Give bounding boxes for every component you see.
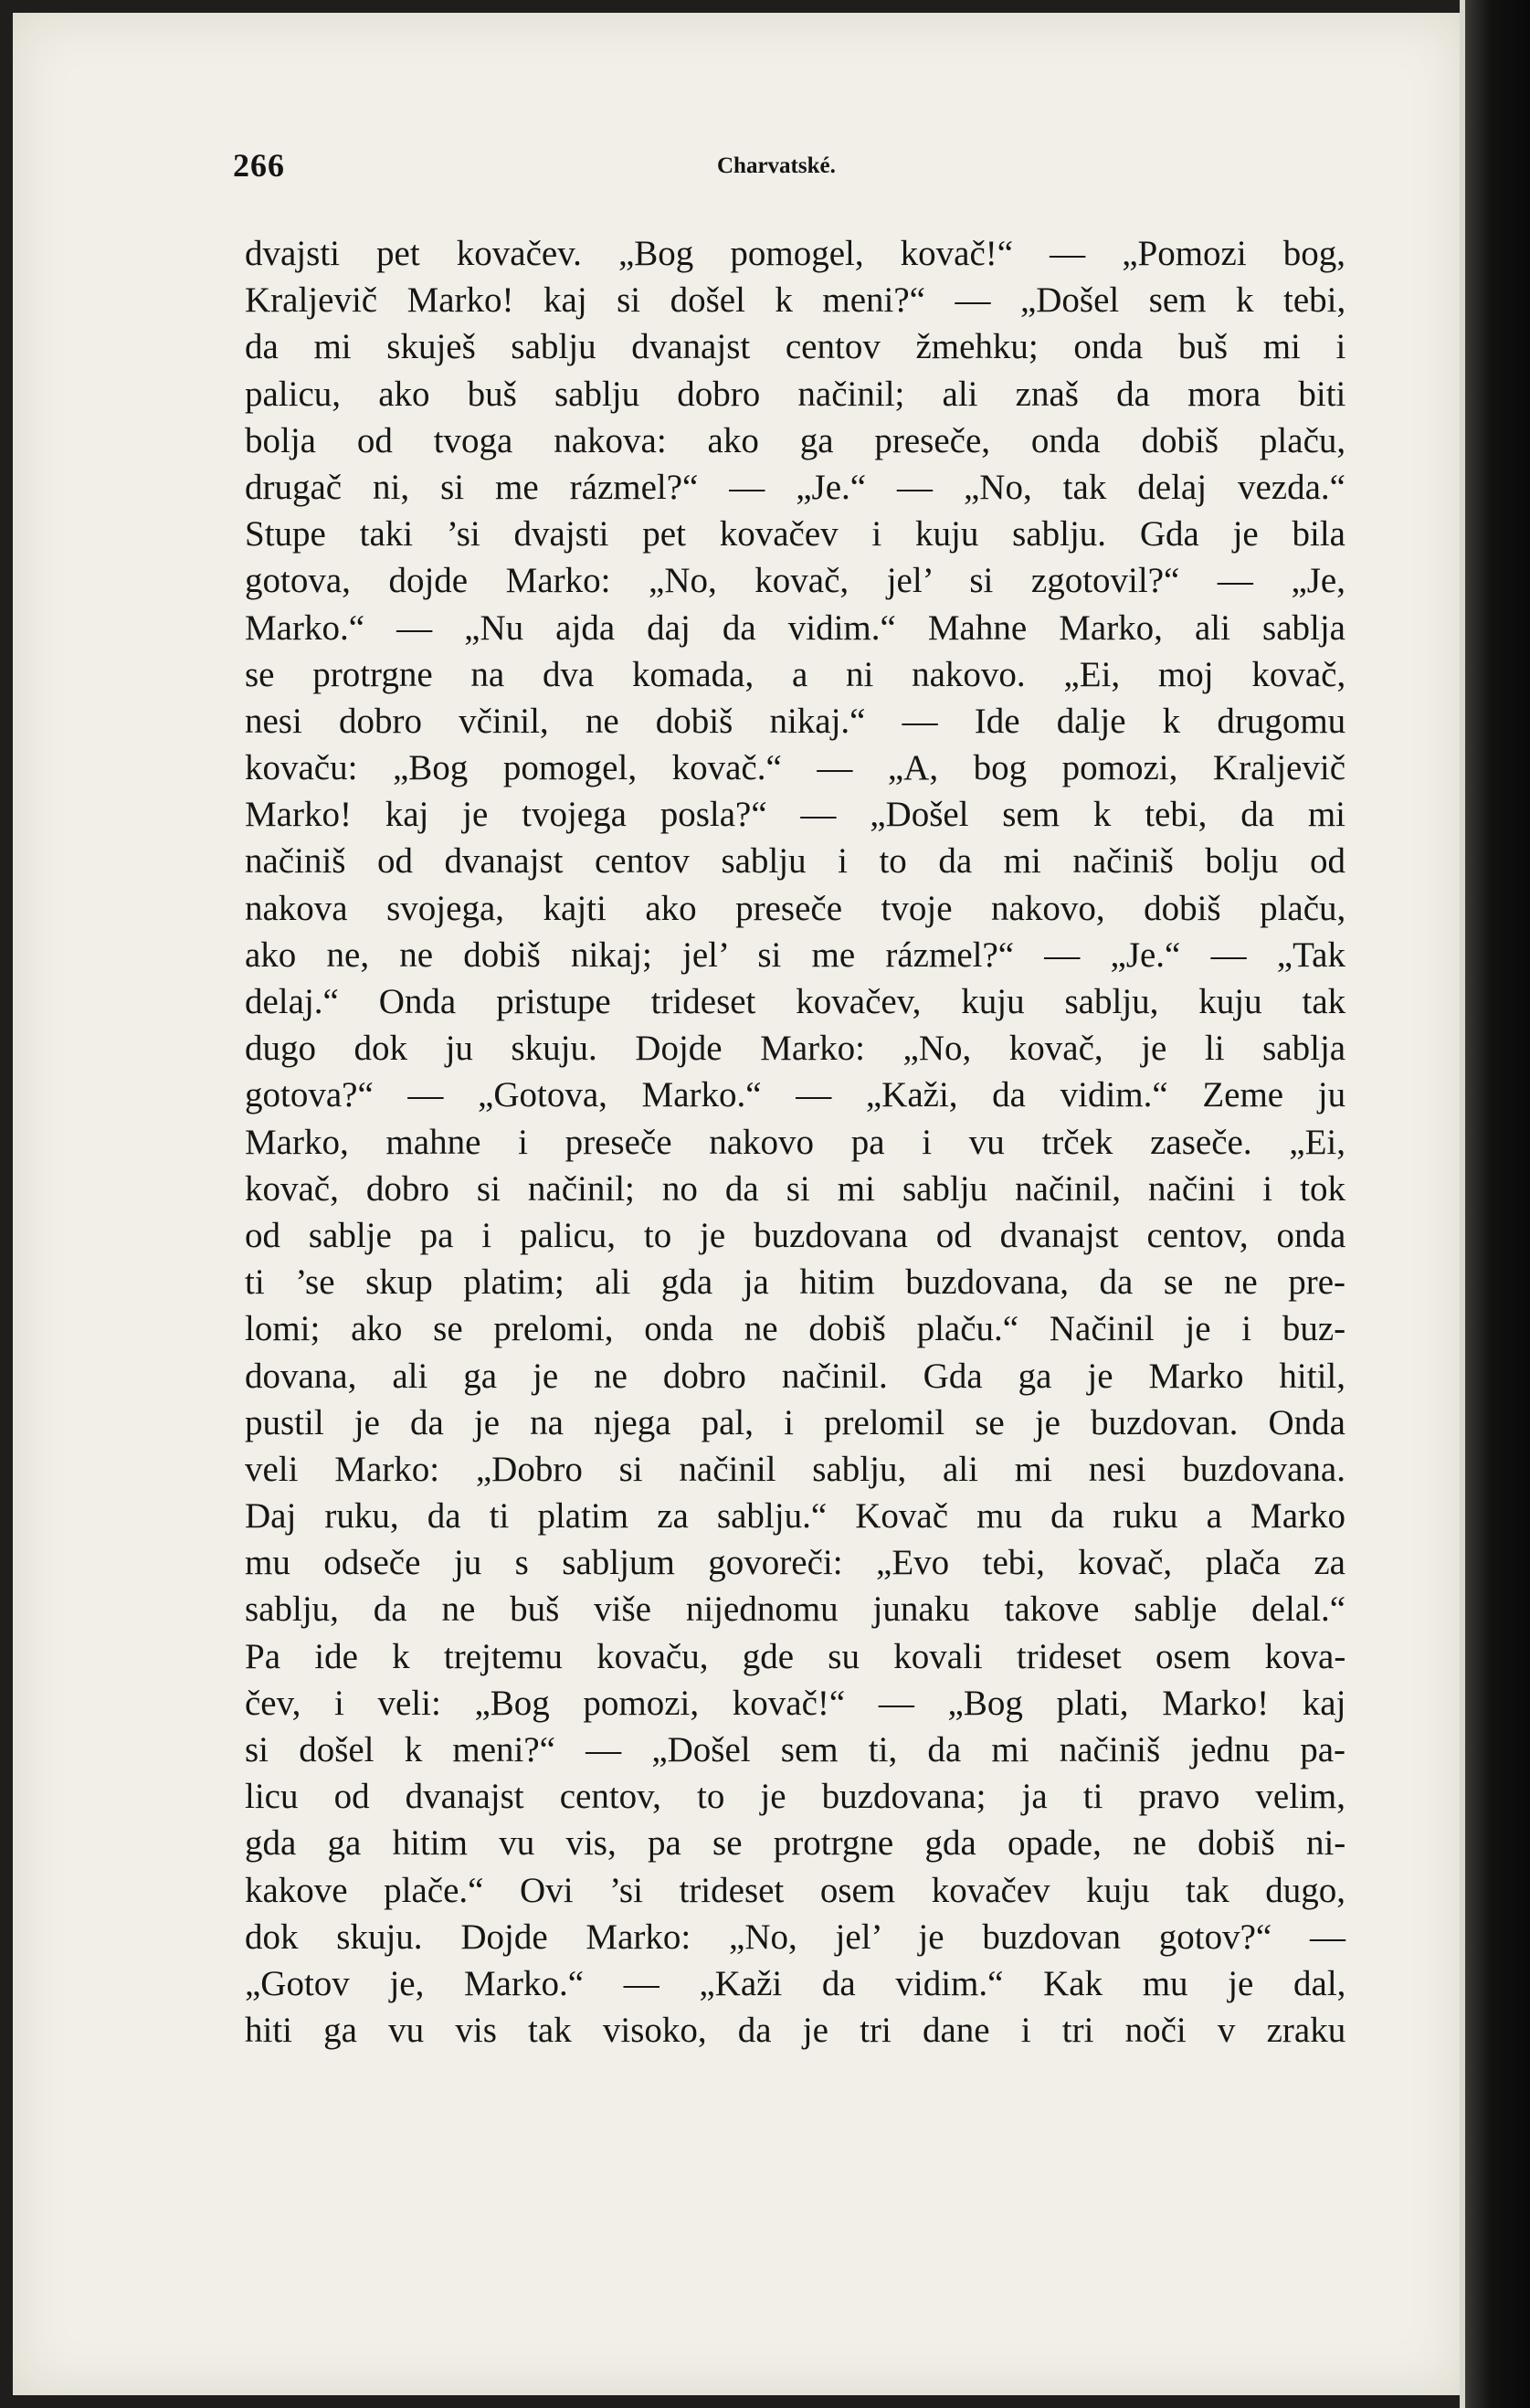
text-line: si došel k meni?“ — „Došel sem ti, da mi načiniš jednu pa- (245, 1730, 1345, 1769)
text-line: veli Marko: „Dobro si načinil sablju, ali mi nesi buzdovana. (245, 1449, 1345, 1489)
text-line: kakove plače.“ Ovi ’si trideset osem kovačev kuju tak dugo, (245, 1870, 1345, 1910)
text-line: delaj.“ Onda pristupe trideset kovačev, kuju sablju, kuju tak (245, 982, 1346, 1021)
text-line: nakova svojega, kajti ako preseče tvoje nakovo, dobiš plaču, (245, 888, 1346, 928)
page-number: 266 (233, 147, 285, 184)
text-line: Marko, mahne i preseče nakovo pa i vu trček zaseče. „Ei, (245, 1122, 1345, 1162)
text-line: „Gotov je, Marko.“ — „Kaži da vidim.“ Kak mu je dal, (245, 1963, 1346, 2003)
text-line: gda ga hitim vu vis, pa se protrgne gda opade, ne dobiš ni- (245, 1823, 1346, 1864)
text-line: gotova?“ — „Gotova, Marko.“ — „Kaži, da vidim.“ Zeme ju (245, 1075, 1346, 1115)
text-line: Stupe taki ’si dvajsti pet kovačev i kuju sablju. Gda je bila (245, 514, 1345, 554)
text-line: Kraljevič Marko! kaj si došel k meni?“ — „Došel sem k tebi, (245, 280, 1346, 321)
text-line: licu od dvanajst centov, to je buzdovana; ja ti pravo velim, (245, 1777, 1345, 1817)
text-line: Pa ide k trejtemu kovaču, gde su kovali trideset osem kova- (245, 1636, 1346, 1676)
text-line: bolja od tvoga nakova: ako ga preseče, onda dobiš plaču, (245, 420, 1346, 460)
text-line: kovaču: „Bog pomogel, kovač.“ — „A, bog pomozi, Kraljevič (245, 748, 1345, 788)
text-line: mu odseče ju s sabljum govoreči: „Evo tebi, kovač, plača za (245, 1543, 1345, 1583)
text-line: palicu, ako buš sablju dobro načinil; ali znaš da mora biti (245, 374, 1346, 414)
text-line: ako ne, ne dobiš nikaj; jel’ si me rázmel?“ — „Je.“ — „Tak (245, 935, 1345, 975)
text-line: sablju, da ne buš više nijednomu junaku takove sablje delal.“ (245, 1589, 1346, 1630)
text-line: gotova, dojde Marko: „No, kovač, jel’ si zgotovil?“ — „Je, (245, 561, 1345, 601)
text-line: Daj ruku, da ti platim za sablju.“ Kovač mu da ruku a Marko (245, 1496, 1345, 1537)
text-line: hiti ga vu vis tak visoko, da je tri dane i tri noči v zraku (245, 2011, 1346, 2051)
text-line: nesi dobro včinil, ne dobiš nikaj.“ — Ide dalje k drugomu (245, 701, 1346, 741)
text-line: Marko.“ — „Nu ajda daj da vidim.“ Mahne Marko, ali sablja (245, 607, 1345, 648)
text-line: dvajsti pet kovačev. „Bog pomogel, kovač!“ — „Pomozi bog, (245, 234, 1345, 273)
text-line: dovana, ali ga je ne dobro načinil. Gda ga je Marko hitil, (245, 1356, 1345, 1396)
text-line: ti ’se skup platim; ali gda ja hitim buzdovana, da se ne pre- (245, 1262, 1345, 1303)
text-line: se protrgne na dva komada, a ni nakovo. „Ei, moj kovač, (245, 654, 1346, 694)
text-line: dok skuju. Dojde Marko: „No, jel’ je buzdovan gotov?“ — (245, 1917, 1345, 1957)
book-spine-shadow (1465, 0, 1530, 2408)
text-line: drugač ni, si me rázmel?“ — „Je.“ — „No, tak delaj vezda.“ (245, 467, 1345, 507)
text-line: kovač, dobro si načinil; no da si mi sablju načinil, načini i tok (245, 1168, 1345, 1209)
text-line: Marko! kaj je tvojega posla?“ — „Došel sem k tebi, da mi (245, 795, 1345, 835)
text-line: načiniš od dvanajst centov sablju i to da mi načiniš bolju od (245, 841, 1345, 882)
text-line: od sablje pa i palicu, to je buzdovana od dvanajst centov, onda (245, 1215, 1346, 1255)
running-head: Charvatské. (717, 153, 836, 178)
text-line: čev, i veli: „Bog pomozi, kovač!“ — „Bog plati, Marko! kaj (245, 1683, 1346, 1723)
body-text (245, 230, 1345, 2054)
text-line: lomi; ako se prelomi, onda ne dobiš plaču.“ Načinil je i buz- (245, 1309, 1346, 1349)
text-line: da mi skuješ sablju dvanajst centov žmehku; onda buš mi i (245, 327, 1346, 367)
page-header (233, 146, 1345, 192)
text-line: pustil je da je na njega pal, i prelomil se je buzdovan. Onda (245, 1402, 1345, 1442)
text-line: dugo dok ju skuju. Dojde Marko: „No, kovač, je li sablja (245, 1029, 1346, 1069)
